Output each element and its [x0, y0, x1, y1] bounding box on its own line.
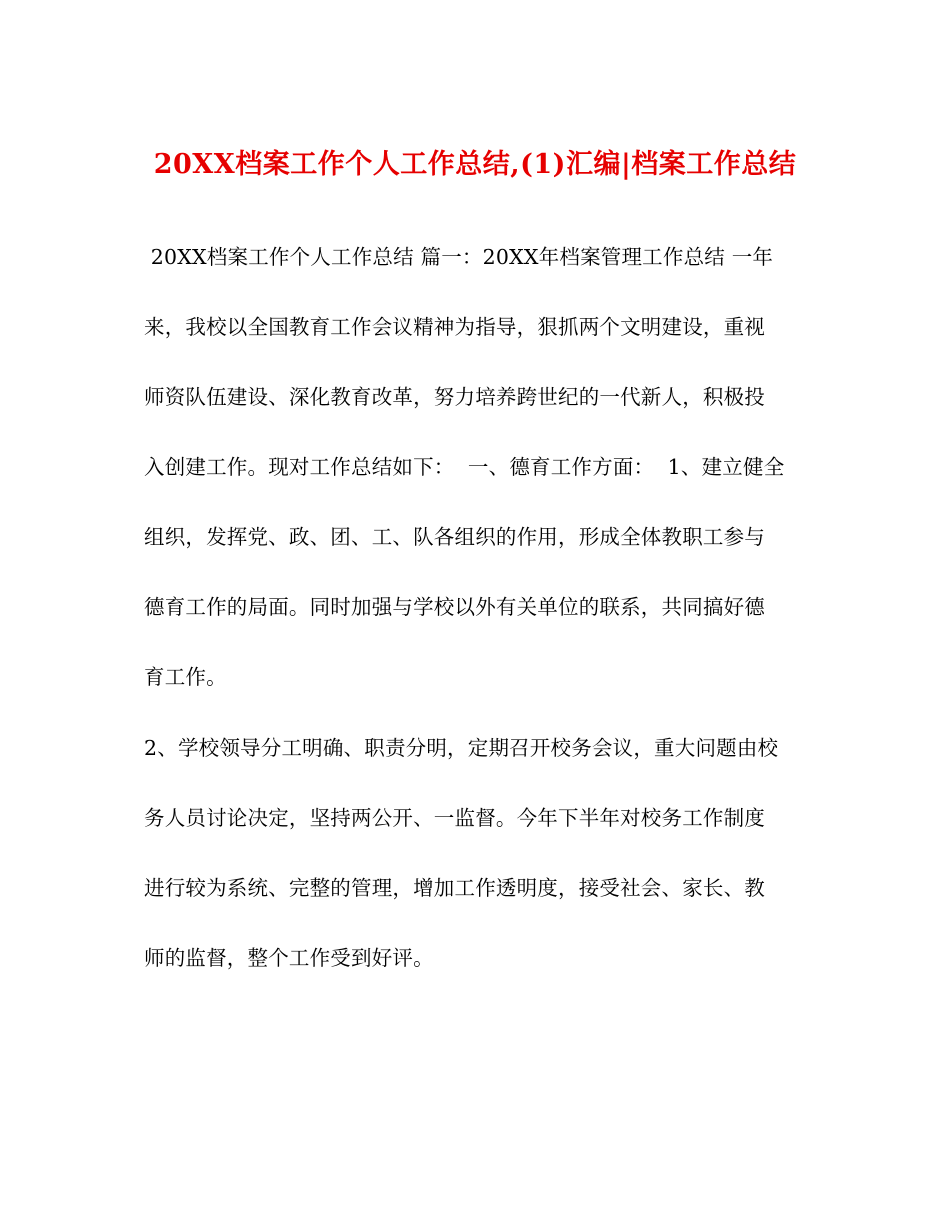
body-line-10: 进行较为系统、完整的管理，增加工作透明度，接受社会、家长、教 [144, 876, 765, 900]
body-line-11: 师的监督，整个工作受到好评。 [144, 946, 434, 970]
body-line-2: 来，我校以全国教育工作会议精神为指导，狠抓两个文明建设，重视 [144, 315, 765, 339]
body-line-3: 师资队伍建设、深化教育改革，努力培养跨世纪的一代新人，积极投 [144, 385, 765, 409]
document-title: 20XX档案工作个人工作总结,(1)汇编|档案工作总结 [153, 149, 797, 180]
body-line-7: 育工作。 [144, 665, 227, 689]
body-line-1: 20XX档案工作个人工作总结 篇一：20XX年档案管理工作总结 一年 [144, 245, 774, 269]
body-line-9: 务人员讨论决定，坚持两公开、一监督。今年下半年对校务工作制度 [144, 806, 765, 830]
body-line-6: 德育工作的局面。同时加强与学校以外有关单位的联系，共同搞好德 [144, 595, 765, 619]
body-line-5: 组织，发挥党、政、团、工、队各组织的作用，形成全体教职工参与 [144, 525, 765, 549]
body-line-4: 入创建工作。现对工作总结如下： 一、德育工作方面： 1、建立健全 [144, 455, 785, 479]
body-line-8: 2、学校领导分工明确、职责分明，定期召开校务会议，重大问题由校 [144, 736, 779, 760]
